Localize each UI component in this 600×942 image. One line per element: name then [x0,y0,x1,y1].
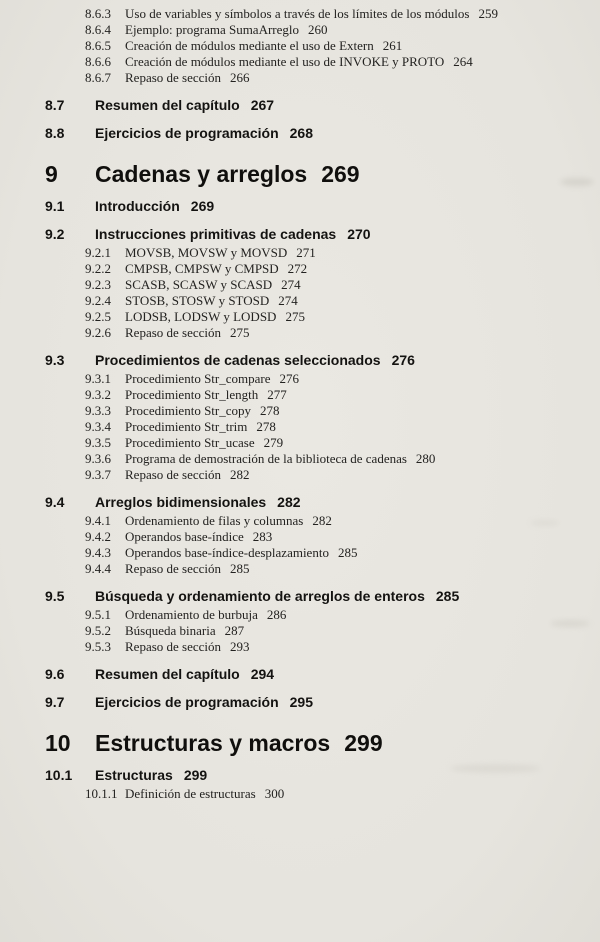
toc-list [0,6,600,802]
toc-entry-page: 285 [337,545,358,560]
toc-entry-number: 8.6.7 [85,70,111,85]
toc-entry-page: 294 [250,666,275,682]
toc-entry [85,261,600,277]
toc-entry [85,435,600,451]
toc-entry-number: 9.5.2 [85,623,111,638]
toc-entry-title: Resumen del capítulo [95,666,240,682]
toc-entry-page: 299 [183,767,208,783]
toc-entry-page: 282 [277,494,301,510]
toc-entry-number: 9.2 [45,226,65,242]
toc-entry-title: Estructuras [95,767,173,783]
toc-entry [85,309,600,325]
toc-entry-page: 269 [190,198,215,214]
toc-entry-title: Búsqueda y ordenamiento de arreglos de enteros [95,588,425,604]
toc-entry-title: Creación de módulos mediante el uso de Extern [125,38,374,53]
toc-entry-page: 282 [230,467,250,482]
toc-entry-title: Repaso de sección [125,561,222,576]
toc-entry [85,277,600,293]
toc-entry-page: 274 [278,293,298,308]
toc-entry-number: 9.5.3 [85,639,111,654]
toc-entry [85,293,600,309]
toc-entry-number: 9.4 [45,494,65,510]
toc-entry-page: 285 [435,588,460,604]
toc-entry-number: 9.3.7 [85,467,111,482]
toc-entry-title: Programa de demostración de la biblioteca de cadenas [125,451,407,466]
toc-entry-page: 264 [453,54,473,69]
toc-entry [45,665,600,683]
toc-entry [45,225,600,243]
toc-entry [85,545,600,561]
toc-entry-number: 9.3.1 [85,371,111,386]
toc-entry-page: 300 [264,786,285,801]
toc-entry-title: Instrucciones primitivas de cadenas [95,226,337,242]
toc-entry-number: 9.7 [45,694,65,710]
toc-entry-page: 299 [344,730,383,756]
toc-entry [45,766,600,784]
toc-entry-number: 8.8 [45,125,65,141]
toc-entry-title: Definición de estructuras [125,786,256,801]
toc-entry-number: 9.1 [45,198,65,214]
toc-entry [85,529,600,545]
toc-entry-number: 9.5.1 [85,607,111,622]
toc-entry-title: Repaso de sección [125,70,222,85]
toc-entry-title: Ordenamiento de burbuja [125,607,258,622]
toc-entry-page: 283 [252,529,273,544]
toc-entry-number: 8.7 [45,97,65,113]
toc-entry-number: 9.2.1 [85,245,111,260]
toc-entry-number: 8.6.5 [85,38,111,53]
toc-entry-title: Repaso de sección [125,325,222,340]
toc-entry-title: Búsqueda binaria [125,623,216,638]
toc-entry-page: 260 [308,22,328,37]
toc-entry [85,467,600,483]
toc-entry-number: 9.4.3 [85,545,111,560]
toc-entry [85,639,600,655]
toc-entry-number: 9.2.4 [85,293,111,308]
toc-entry-title: Operandos base-índice [125,529,244,544]
toc-entry-page: 285 [230,561,250,576]
toc-entry-number: 9.2.5 [85,309,111,324]
toc-entry-number: 9.3.5 [85,435,111,450]
toc-entry-page: 278 [260,403,280,418]
toc-entry-number: 9.3 [45,352,65,368]
toc-entry-number: 9.4.4 [85,561,111,576]
toc-entry-title: Procedimiento Str_compare [125,371,271,386]
toc-entry-title: Operandos base-índice-desplazamiento [125,545,329,560]
toc-entry-page: 276 [391,352,415,368]
toc-entry-title: Creación de módulos mediante el uso de INVOKE y PROTO [125,54,445,69]
toc-entry-page: 275 [230,325,250,340]
toc-entry [85,387,600,403]
toc-entry-number: 9.3.6 [85,451,111,466]
toc-entry-number: 10.1 [45,767,73,783]
toc-entry-title: STOSB, STOSW y STOSD [125,293,270,308]
toc-entry-title: Estructuras y macros [95,730,331,756]
toc-entry-title: Ejercicios de programación [95,125,279,141]
toc-entry [85,245,600,261]
toc-entry [45,587,600,605]
toc-entry [85,451,600,467]
toc-entry-number: 9.2.2 [85,261,111,276]
toc-entry-page: 287 [224,623,245,638]
toc-entry-page: 271 [296,245,316,260]
toc-entry [85,70,600,86]
toc-entry-number: 9.2.6 [85,325,111,340]
toc-entry [85,54,600,70]
toc-entry-title: Ejemplo: programa SumaArreglo [125,22,300,37]
toc-entry [45,161,600,187]
toc-entry [85,325,600,341]
toc-entry-title: Procedimiento Str_copy [125,403,252,418]
toc-entry-page: 268 [289,125,313,141]
toc-entry-page: 269 [321,161,360,187]
toc-entry-number: 9.6 [45,666,65,682]
toc-entry-number: 9.4.1 [85,513,111,528]
toc-entry [45,693,600,711]
toc-entry-number: 8.6.6 [85,54,111,69]
toc-entry-title: SCASB, SCASW y SCASD [125,277,273,292]
toc-entry-page: 293 [230,639,250,654]
toc-entry-number: 10 [45,730,71,756]
toc-entry [85,371,600,387]
toc-entry-title: Ordenamiento de filas y columnas [125,513,304,528]
toc-entry-title: Procedimiento Str_ucase [125,435,255,450]
toc-entry-page: 267 [250,97,275,113]
toc-entry [85,22,600,38]
toc-entry-title: Introducción [95,198,180,214]
toc-entry [45,351,600,369]
toc-entry-page: 276 [279,371,299,386]
toc-entry-number: 9.3.4 [85,419,111,434]
toc-entry-page: 266 [230,70,250,85]
toc-entry-page: 279 [263,435,284,450]
toc-entry-title: Cadenas y arreglos [95,161,308,187]
toc-entry-number: 9.5 [45,588,65,604]
toc-entry [85,786,600,802]
toc-entry-title: Uso de variables y símbolos a través de los límites de los módulos [125,6,470,21]
toc-entry-title: Ejercicios de programación [95,694,279,710]
toc-entry-title: MOVSB, MOVSW y MOVSD [125,245,288,260]
toc-entry [85,607,600,623]
toc-entry-number: 9.2.3 [85,277,111,292]
toc-entry-page: 272 [287,261,308,276]
toc-entry [85,6,600,22]
toc-entry-title: Resumen del capítulo [95,97,240,113]
toc-entry-number: 8.6.4 [85,22,111,37]
toc-entry-page: 259 [478,6,498,21]
toc-entry [85,513,600,529]
toc-entry [45,124,600,142]
toc-entry-number: 8.6.3 [85,6,111,21]
toc-entry-title: Repaso de sección [125,639,222,654]
toc-entry [45,730,600,756]
toc-entry-page: 278 [256,419,276,434]
toc-entry [45,493,600,511]
toc-entry [85,419,600,435]
toc-entry-number: 9 [45,161,58,187]
toc-entry-title: Arreglos bidimensionales [95,494,267,510]
toc-entry-number: 9.3.2 [85,387,111,402]
toc-entry-title: Procedimiento Str_trim [125,419,248,434]
toc-entry [85,38,600,54]
toc-entry-page: 282 [312,513,332,528]
toc-entry-page: 280 [415,451,436,466]
toc-entry [85,561,600,577]
toc-entry-title: Procedimiento Str_length [125,387,259,402]
toc-entry-number: 10.1.1 [85,786,118,801]
toc-entry-title: LODSB, LODSW y LODSD [125,309,277,324]
toc-entry-page: 275 [285,309,305,324]
toc-entry-number: 9.3.3 [85,403,111,418]
toc-entry [85,623,600,639]
toc-entry-title: Repaso de sección [125,467,222,482]
toc-entry-number: 9.4.2 [85,529,111,544]
toc-entry-page: 277 [267,387,287,402]
toc-entry-page: 286 [266,607,287,622]
toc-entry-page: 295 [289,694,313,710]
toc-entry-page: 270 [347,226,371,242]
toc-entry [85,403,600,419]
toc-entry-page: 261 [382,38,403,53]
toc-entry-title: CMPSB, CMPSW y CMPSD [125,261,279,276]
toc-entry-title: Procedimientos de cadenas seleccionados [95,352,381,368]
toc-entry-page: 274 [281,277,301,292]
toc-entry [45,96,600,114]
toc-entry [45,197,600,215]
